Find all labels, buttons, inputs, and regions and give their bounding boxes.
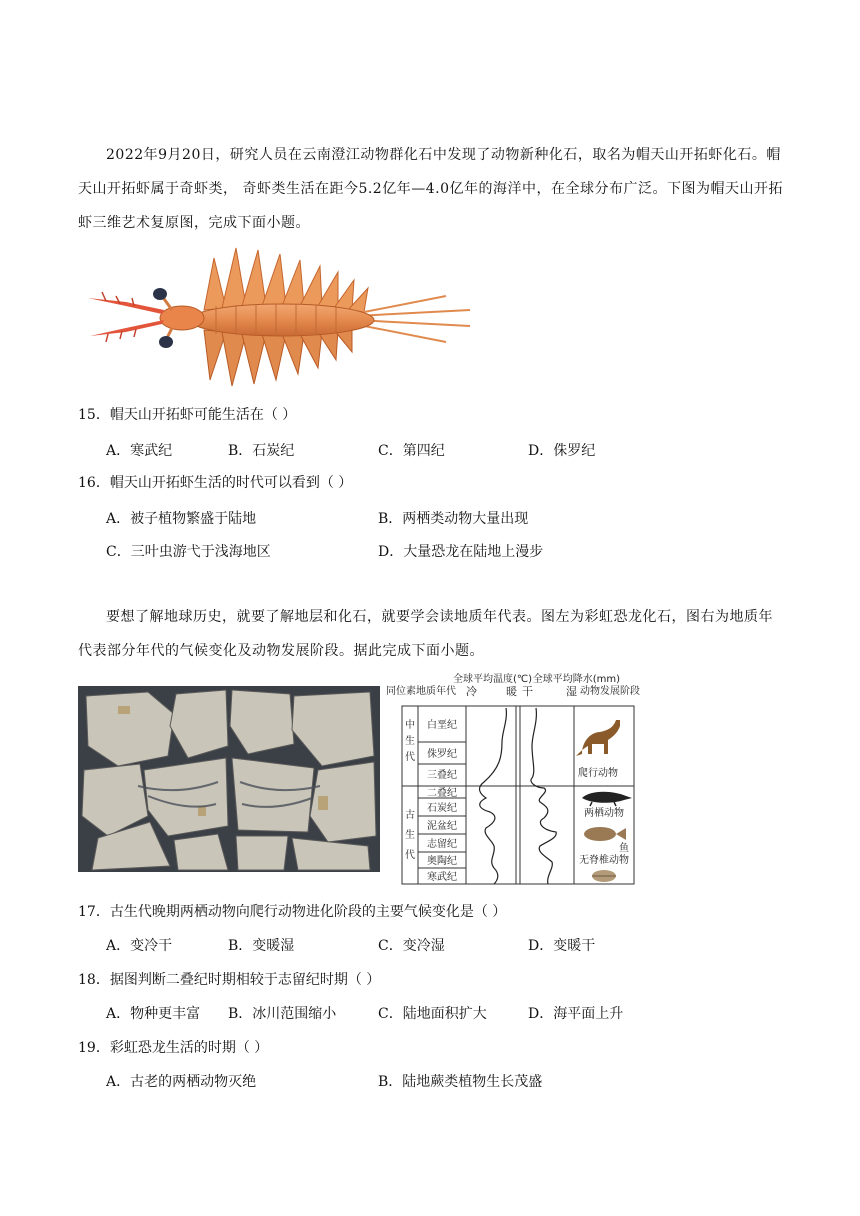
- period-permian: 二叠纪: [427, 788, 457, 799]
- option-17-a: A．变冷干: [106, 938, 173, 954]
- question-15: 15．帽天山开拓虾可能生活在（ ）: [78, 407, 297, 423]
- option-19-a: A．古老的两栖动物灭绝: [106, 1074, 257, 1090]
- stage-header: 动物发展阶段: [580, 686, 640, 697]
- passage-1: 2022年9月20日，研究人员在云南澄江动物群化石中发现了动物新种化石，取名为帽天山开拓虾化石。帽天山开拓虾属于奇虾类， 奇虾类生活在距今5.2亿年—4.0亿年的海洋中，在全球分布广泛。下图为帽天山开拓虾三维艺术复原图，完成下面小题。: [78, 147, 783, 231]
- option-17-d: D．变暖干: [528, 938, 596, 954]
- option-16-d: D．大量恐龙在陆地上漫步: [378, 544, 544, 560]
- question-19: 19．彩虹恐龙生活的时期（ ）: [78, 1040, 269, 1056]
- question-18: 18．据图判断二叠纪时期相较于志留纪时期（ ）: [78, 972, 381, 988]
- amphibian-icon: [582, 792, 632, 806]
- stage-reptile: 爬行动物: [578, 768, 618, 779]
- era-paleozoic-2: 生: [405, 830, 415, 841]
- option-17-c: C．变冷湿: [378, 938, 445, 954]
- era-header: 同位素地质年代: [386, 686, 456, 697]
- dinosaur-icon: [576, 720, 620, 756]
- passage-2: 要想了解地球历史，就要了解地层和化石，就要学会读地质年代表。图左为彩虹恐龙化石，图右为地质年代表部分年代的气候变化及动物发展阶段。据此完成下面小题。: [78, 609, 773, 659]
- trilobite-icon: [592, 870, 616, 882]
- option-18-a: A．物种更丰富: [106, 1006, 201, 1022]
- period-devonian: 泥盆纪: [427, 821, 457, 832]
- question-16: 16．帽天山开拓虾生活的时代可以看到（ ）: [78, 475, 353, 491]
- option-18-c: C．陆地面积扩大: [378, 1006, 487, 1022]
- question-17: 17．古生代晚期两栖动物向爬行动物进化阶段的主要气候变化是（ ）: [78, 904, 507, 920]
- stage-amphibian: 两栖动物: [584, 808, 624, 819]
- precipitation-curve: [531, 708, 556, 884]
- option-18-b: B．冰川范围缩小: [228, 1006, 337, 1022]
- option-15-d: D．侏罗纪: [528, 443, 596, 459]
- option-19-b: B．陆地蕨类植物生长茂盛: [378, 1074, 543, 1090]
- option-15-c: C．第四纪: [378, 443, 445, 459]
- warm-label: 暖: [506, 685, 517, 698]
- option-16-c: C．三叶虫游弋于浅海地区: [106, 544, 271, 560]
- period-jurassic: 侏罗纪: [427, 749, 457, 760]
- period-triassic: 三叠纪: [427, 770, 457, 781]
- rainbow-dinosaur-fossil-photo: [78, 686, 380, 872]
- era-mesozoic-3: 代: [405, 752, 415, 763]
- precip-title: 全球平均降水(mm): [532, 674, 620, 685]
- era-paleozoic-3: 代: [405, 850, 415, 861]
- stage-fish: 鱼: [619, 843, 629, 854]
- fish-icon: [584, 827, 626, 841]
- cold-label: 冷: [466, 685, 477, 698]
- wet-label: 湿: [566, 685, 577, 698]
- era-mesozoic-1: 中: [405, 720, 415, 731]
- option-17-b: B．变暖湿: [228, 938, 295, 954]
- stage-invertebrate: 无脊椎动物: [579, 855, 629, 866]
- period-ordovician: 奥陶纪: [427, 856, 457, 867]
- period-cambrian: 寒武纪: [427, 872, 457, 883]
- option-15-b: B．石炭纪: [228, 443, 295, 459]
- geologic-time-chart: [386, 670, 648, 888]
- option-15-a: A．寒武纪: [106, 443, 173, 459]
- option-16-a: A．被子植物繁盛于陆地: [106, 511, 257, 527]
- temp-title: 全球平均温度(℃): [452, 674, 532, 685]
- option-16-b: B．两栖类动物大量出现: [378, 511, 529, 527]
- era-mesozoic-2: 生: [405, 736, 415, 747]
- option-18-d: D．海平面上升: [528, 1006, 624, 1022]
- period-silurian: 志留纪: [427, 839, 457, 850]
- era-paleozoic-1: 古: [405, 810, 415, 821]
- dry-label: 干: [522, 685, 533, 698]
- period-cretaceous: 白垩纪: [427, 720, 457, 731]
- period-carboniferous: 石炭纪: [427, 803, 457, 814]
- temperature-curve: [480, 708, 507, 884]
- shrimp-illustration: [86, 244, 472, 390]
